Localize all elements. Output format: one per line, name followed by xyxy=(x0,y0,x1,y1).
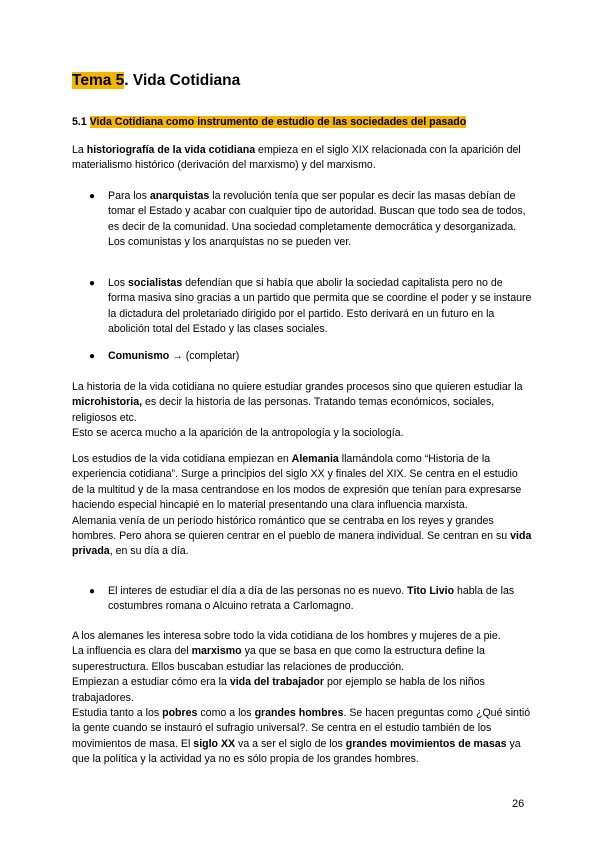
title-rest: . Vida Cotidiana xyxy=(124,72,241,89)
text-run: empieza en el siglo XIX relacionada con la aparición del materialismo histórico (derivación del marxismo) y del marxismo. xyxy=(72,144,521,172)
bold-pobres: pobres xyxy=(162,707,198,720)
text-run: ya que la política y la actividad ya no es sólo propia de los grandes hombres. xyxy=(72,737,521,766)
text-run: La historia de la vida cotidiana no quiere estudiar grandes procesos sino que quieren estudiar la xyxy=(72,381,523,393)
paragraph-alemania-text xyxy=(72,452,532,560)
text-run: El interes de estudiar el día a día de las personas no es nuevo. xyxy=(108,585,408,597)
text-run: defendían que si había que abolir la sociedad capitalista pero no de forma masiva sino gracias a un partido que permita que se coordine el poder y se instaure la dictadura del proletariado dirigido por el partido. Esto derivará en un futuro en la abolición total del Estado y las clases sociales. xyxy=(108,277,532,336)
list-item-tito-livio xyxy=(72,584,532,615)
text-run: Empiezan a estudiar cómo era la xyxy=(72,676,230,689)
title-highlight: Tema 5 xyxy=(72,72,125,89)
list-item-comunismo xyxy=(72,349,532,364)
page-number: 26 xyxy=(512,798,525,810)
bold-anarquistas: anarquistas xyxy=(149,190,210,202)
bold-siglo-xx: siglo XX xyxy=(193,737,236,750)
list-item-anarquistas xyxy=(72,189,532,251)
paragraph-alemania xyxy=(72,452,532,560)
bullet-icon: ● xyxy=(89,191,96,202)
section-number: 5.1 xyxy=(72,116,90,128)
bold-vida-trabajador: vida del trabajador xyxy=(229,676,325,689)
text-run: Alemania venía de un período histórico romántico que se centraba en los reyes y grandes hombres. Pero ahora se quieren centrar en el pueblo de manera individual. Se centran en su xyxy=(72,514,511,543)
page-title xyxy=(72,71,240,91)
section-text: Vida Cotidiana como instrumento de estudio de las sociedades del pasado xyxy=(89,116,467,128)
section-heading xyxy=(72,115,466,129)
text-run: Los estudios de la vida cotidiana empiezan en xyxy=(72,453,292,465)
text-run: la revolución tenía que ser popular es decir las masas debían de tomar el Estado y acabar con cualquier tipo de autoridad. Buscan que todo sea de todos, es decir de la comunidad. Una sociedad completamente democrática y desorganizada. xyxy=(108,190,526,233)
text-run: Los xyxy=(108,277,129,289)
text-run: Para los xyxy=(108,190,150,202)
text-run: va a ser el siglo de los xyxy=(235,737,346,750)
text-run: La xyxy=(72,144,87,156)
bold-grandes-movimientos: grandes movimientos de masas xyxy=(345,737,507,750)
bullet-icon: ● xyxy=(89,351,96,362)
text-run: por ejemplo se habla de los niños trabajadores. xyxy=(72,676,485,704)
bold-vida-privada: vida privada xyxy=(72,530,532,558)
bold-alemania: Alemania xyxy=(291,453,339,465)
bold-historiografia: historiografía de la vida cotidiana xyxy=(86,144,256,156)
bold-marxismo: marxismo xyxy=(191,645,242,658)
paragraph-alemanes xyxy=(72,629,532,768)
paragraph-alemanes-text xyxy=(72,629,532,768)
bold-grandes-hombres: grandes hombres xyxy=(254,707,344,720)
text-run: Esto se acerca mucho a la aparición de la antropología y la sociología. xyxy=(72,427,404,440)
bold-tito-livio: Tito Livio xyxy=(407,585,455,597)
text-run: llamándola como “Historia de la experiencia cotidiana”. Surge a principios del siglo XX y finales del XIX. Se centra en el estudio de la multitud y de la masa centrandose en los modos de expresión que tenían para expresarse haciendo especial hincapié en lo material presentando una clara influencia marxista. xyxy=(72,453,522,512)
text-run: , en su día a día. xyxy=(109,545,189,558)
text-run: es decir la historia de las personas. Tratando temas económicos, sociales, religiosos etc. xyxy=(72,396,495,424)
text-run: habla de las costumbres romana o Alcuino retrata a Carlomagno. xyxy=(108,585,515,613)
bullet-list-3 xyxy=(72,349,532,364)
text-run: . Se hacen preguntas como ¿Qué sintió la gente cuando se instauró el sufragio universal?. Se centra en el estudio también de los movimientos de masa. El xyxy=(72,707,531,750)
bullet-icon: ● xyxy=(89,586,96,597)
bold-comunismo: Comunismo xyxy=(108,350,170,362)
list-item-socialistas xyxy=(72,276,532,338)
text-run: La influencia es clara del xyxy=(72,645,192,658)
paragraph-intro xyxy=(72,143,532,174)
text-run: → (completar) xyxy=(169,350,240,362)
bullet-list-1 xyxy=(72,189,532,251)
text-run: Los comunistas y los anarquistas no se pueden ver. xyxy=(108,236,352,249)
text-run: Estudia tanto a los xyxy=(72,707,163,720)
bullet-icon: ● xyxy=(89,278,96,289)
text-run: A los alemanes les interesa sobre todo la vida cotidiana de los hombres y mujeres de a pie. xyxy=(72,630,501,642)
text-run: ya que se basa en que como la estructura define la superestructura. Ellos buscaban estudiar las relaciones de producción. xyxy=(72,645,485,673)
bold-microhistoria: microhistoria, xyxy=(72,396,143,409)
paragraph-intro-text xyxy=(72,143,532,174)
paragraph-microhistoria-text xyxy=(72,380,532,442)
bullet-list-2 xyxy=(72,276,532,338)
bold-socialistas: socialistas xyxy=(128,277,183,289)
text-run: como a los xyxy=(197,707,255,720)
bullet-list-4 xyxy=(72,584,532,615)
paragraph-microhistoria xyxy=(72,380,532,442)
